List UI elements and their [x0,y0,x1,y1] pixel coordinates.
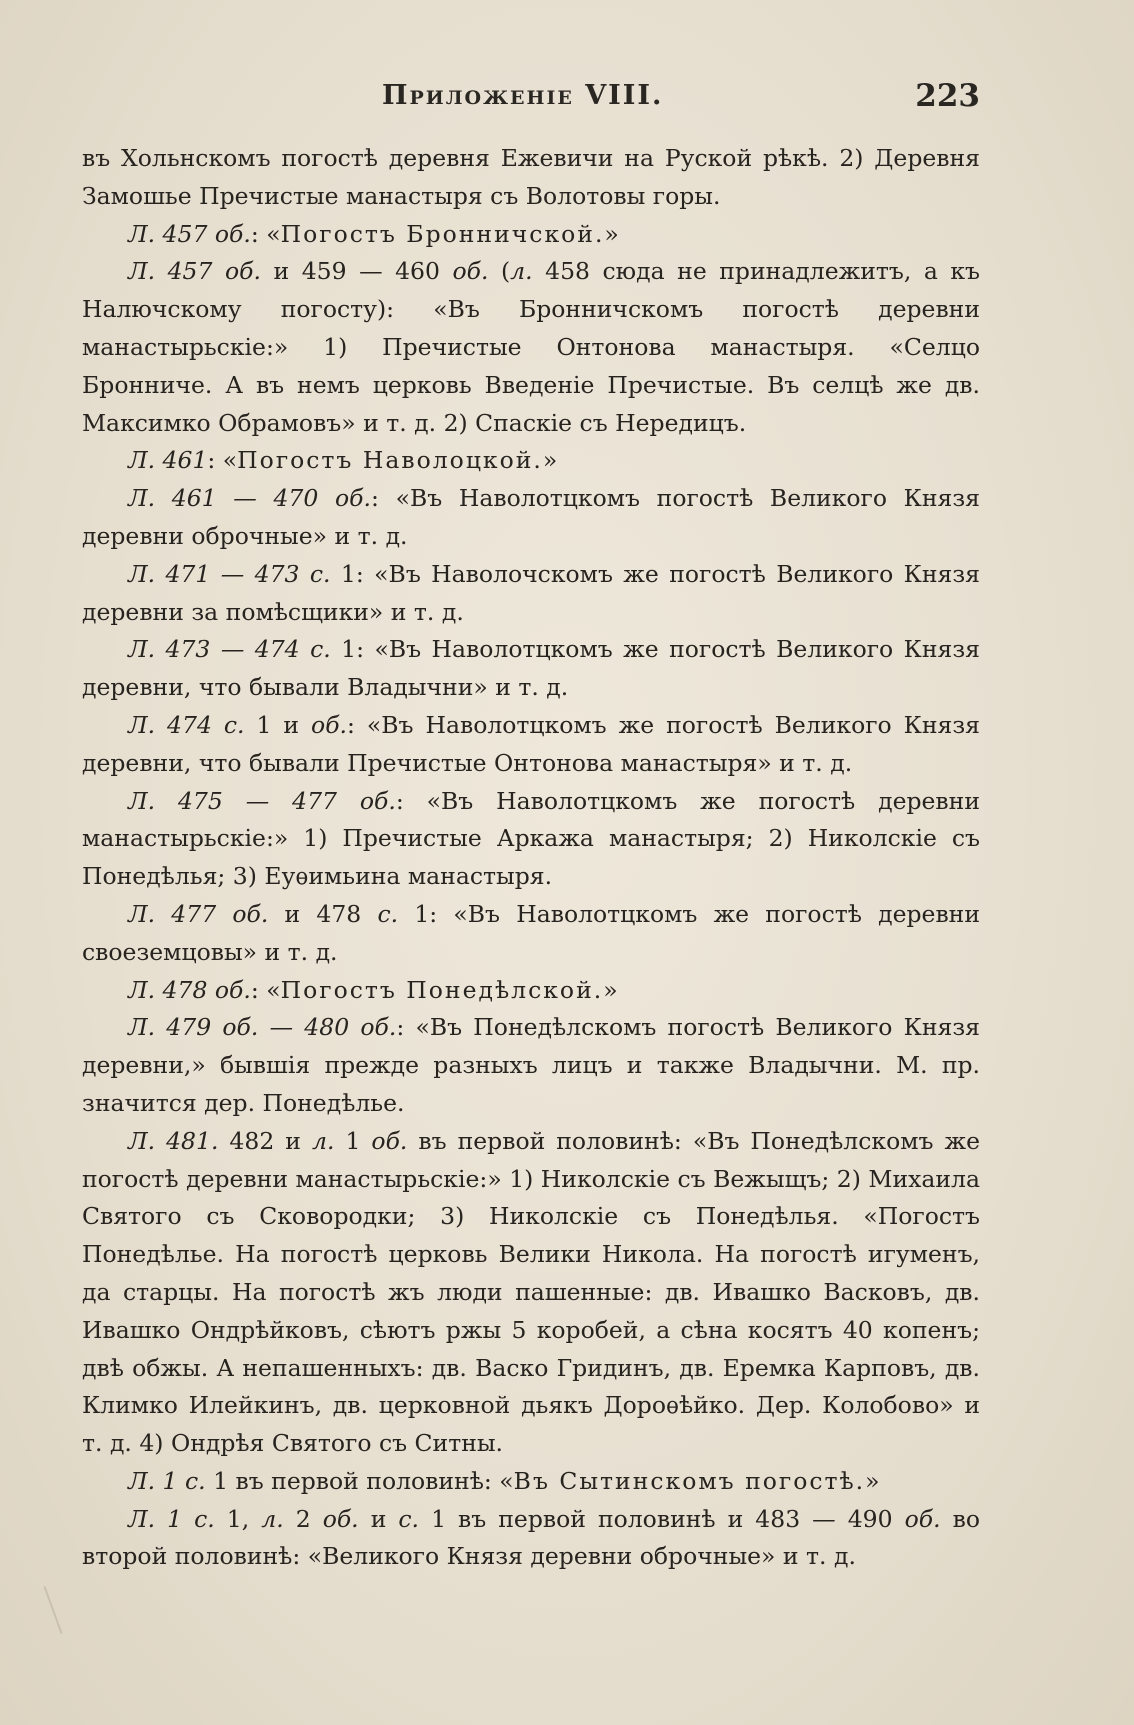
folio-reference: Л. 1 с. [128,1504,215,1533]
folio-reference: л. [312,1126,335,1155]
text-run: 1: «Въ Наволотцкомъ же погостѣ Великого Князя деревни, что бывали Владычни» и т. д. [82,635,980,702]
text-run: » [865,1466,880,1495]
text-run: : «Въ Наволотцкомъ же погостѣ Великого Князя деревни, что бывали Пречистые Онтонова манастыря» и т. д. [82,710,980,777]
paragraph [82,1123,980,1463]
text-run: 2 [283,1504,323,1533]
paragraph [82,1463,980,1501]
paragraph [82,216,980,254]
paragraph [82,480,980,556]
text-run: 1 въ первой половинѣ: « [205,1466,514,1495]
folio-reference: Л. 461 — 470 об. [128,484,371,513]
folio-reference: Л. 471 — 473 с. [128,559,331,588]
text-run: 1, [214,1504,262,1533]
text-run: и [358,1504,399,1533]
text-run: въ первой половинѣ: «Въ Понедѣлскомъ же погостѣ деревни манастырьскіе:» 1) Николскіе съ Вежыщъ; 2) Михаила Святого съ Сковородки; 3) Николскіе съ Понедѣлья. «Погостъ Понедѣлье. На погостѣ церковь Велики Никола. На погостѣ игуменъ, да старцы. На погостѣ жъ люди пашенные: дв. Ивашко Васковъ, дв. Ивашко Ондрѣйковъ, сѣютъ ржы 5 коробей, а сѣна косятъ 40 копенъ; двѣ обжы. А непашенныхъ: дв. Васко Гридинъ, дв. Еремка Карповъ, дв. Климко Илейкинъ, дв. церковной дьякъ Дороѳѣйко. Дер. Колобово» и т. д. 4) Ондрѣя Святого съ Ситны. [82,1126,980,1458]
text-run: » [603,975,618,1004]
folio-reference: об. [311,710,348,739]
text-run: : «Въ Наволотцкомъ погостѣ Великого Князя деревни оброчные» и т. д. [82,484,980,550]
paragraph [82,1501,980,1577]
text-run: : «Въ Наволотцкомъ же погостѣ деревни манастырьскіе:» 1) Пречистые Аркажа манастыря; 2) Николскіе съ Понедѣлья; 3) Еуѳимьина манастыря. [82,786,980,891]
text-run: : « [207,446,238,475]
spaced-heading: Погостъ Бронничской. [280,219,605,248]
folio-reference: Л. 457 об. [128,257,261,286]
paragraph [82,783,980,896]
text-run: 1 [334,1126,372,1155]
paragraph [82,1009,980,1122]
spaced-heading: Погостъ Наволоцкой. [237,446,543,475]
text-run: 1: «Въ Наволотцкомъ же погостѣ деревни своеземцовы» и т. д. [82,899,980,966]
folio-reference: об. [452,257,489,286]
paragraph [82,556,980,632]
folio-reference: Л. 461 [128,446,208,475]
text-run: въ Хольнскомъ погостѣ деревня Ежевичи на Руской рѣкѣ. 2) Деревня Замошье Пречистые манастыря съ Волотовы горы. [82,144,980,210]
folio-reference: с. [377,899,399,928]
folio-reference: Л. 479 об. — 480 об. [128,1013,397,1042]
text-run: 1: «Въ Наволочскомъ же погостѣ Великого Князя деревни за помѣсщики» и т. д. [82,559,980,626]
text-run: и 478 [268,899,378,928]
text-run: 482 и [218,1126,312,1155]
folio-reference: Л. 481. [128,1126,219,1155]
paragraph [82,631,980,707]
text-run: и 459 — 460 [260,257,453,286]
folio-reference: Л. 478 об. [128,975,251,1004]
text-run: : « [250,975,281,1004]
paragraph [82,707,980,783]
paragraph [82,253,980,442]
spaced-heading: Погостъ Понедѣлской. [280,975,604,1004]
page-header [82,80,980,120]
folio-reference: Л. 1 с. [128,1466,206,1495]
text-run: » [604,219,619,248]
text-run: : « [250,219,281,248]
text-run: » [542,446,558,475]
paragraph [82,140,980,216]
text-run: ( [488,257,511,286]
body-text [82,140,980,1576]
paragraph [82,972,980,1010]
folio-reference: Л. 474 с. [128,710,245,739]
folio-reference: об. [322,1504,359,1533]
paragraph [82,896,980,972]
folio-reference: л. [510,257,533,286]
spaced-heading: Въ Сытинскомъ погостѣ. [513,1466,866,1495]
paper-mark [44,1586,63,1634]
folio-reference: с. [398,1504,420,1533]
text-run: 458 сюда не принадлежитъ, а къ Налючскому погосту): «Въ Бронничскомъ погостѣ деревни манастырьскіе:» 1) Пречистые Онтонова манастыря. «Селцо Бронниче. А въ немъ церковь Введеніе Пречистые. Въ селцѣ же дв. Максимко Обрамовъ» и т. д. 2) Спаскіе съ Нередицъ. [82,257,981,437]
folio-reference: л. [261,1504,284,1533]
folio-reference: Л. 475 — 477 об. [128,786,396,815]
running-head: Приложеніе VIII. [382,80,664,111]
folio-reference: об. [904,1504,941,1533]
folio-reference: Л. 473 — 474 с. [128,635,331,664]
text-run: во второй половинѣ: «Великого Князя деревни оброчные» и т. д. [82,1504,980,1571]
folio-reference: Л. 457 об. [128,219,251,248]
text-run: 1 и [244,710,312,739]
text-run: : «Въ Понедѣлскомъ погостѣ Великого Князя деревни,» бывшія прежде разныхъ лицъ и также Владычни. М. пр. значится дер. Понедѣлье. [82,1013,980,1117]
folio-reference: Л. 477 об. [128,899,269,928]
page-number: 223 [915,78,980,114]
text-run: 1 въ первой половинѣ и 483 — 490 [419,1504,905,1533]
paragraph [82,442,980,480]
folio-reference: об. [371,1126,408,1155]
